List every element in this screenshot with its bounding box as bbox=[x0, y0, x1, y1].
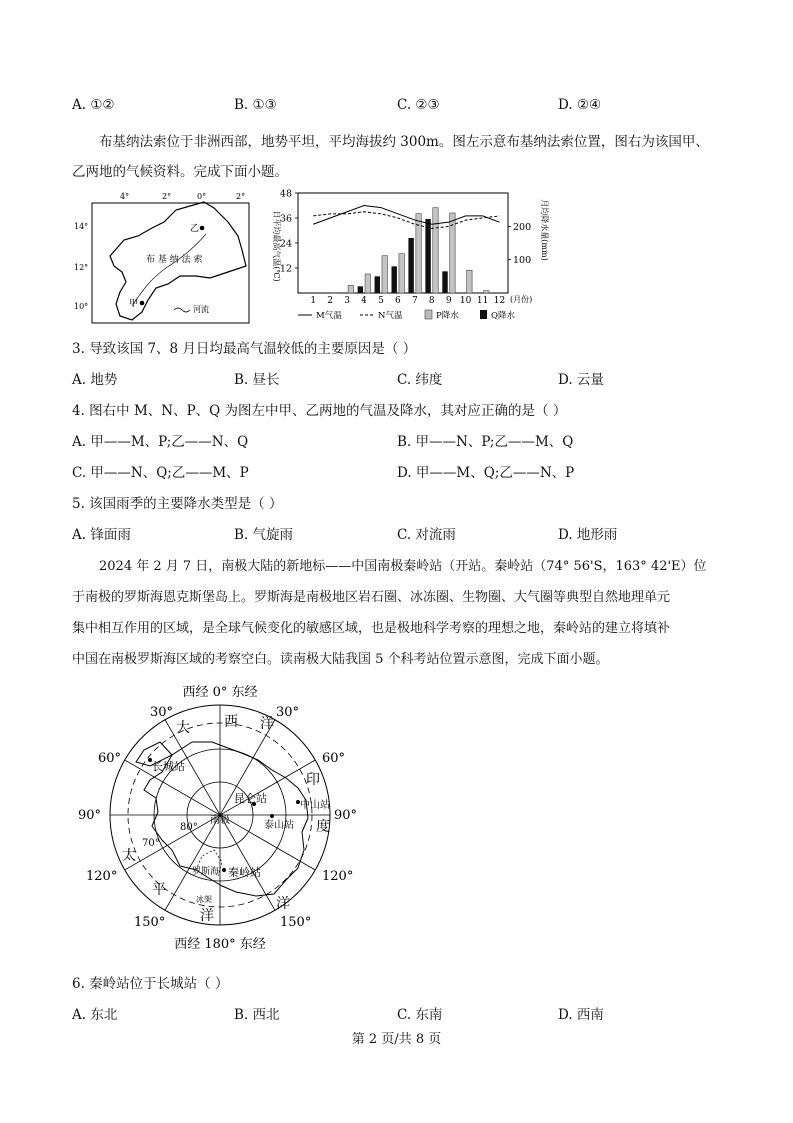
x-axis-label: (月份) bbox=[510, 295, 533, 304]
jia-label: 甲 bbox=[129, 299, 139, 309]
x-tick-label: 3 bbox=[344, 296, 350, 306]
qinling-station-marker bbox=[222, 868, 226, 872]
bar-q bbox=[425, 219, 430, 293]
q3-option-a: A. 地势 bbox=[72, 372, 118, 388]
x-tick-label: 4 bbox=[361, 296, 367, 306]
bar-p bbox=[484, 291, 489, 293]
zhongshan-station-label: 中山站 bbox=[300, 800, 330, 811]
lat-label: 12° bbox=[74, 263, 89, 272]
lon-30-west: 30° bbox=[150, 705, 174, 720]
ice-shelf-label: 冰架 bbox=[196, 895, 212, 904]
legend-q: Q降水 bbox=[491, 311, 515, 321]
lat-80-label: 80° bbox=[180, 822, 198, 833]
bar-p bbox=[399, 254, 404, 293]
bar-p bbox=[382, 256, 387, 293]
x-tick-label: 6 bbox=[395, 296, 401, 306]
qinling-station-label: 秦岭站 bbox=[228, 866, 261, 879]
x-tick-label: 10 bbox=[459, 296, 472, 306]
lat-label: 10° bbox=[74, 302, 89, 311]
x-tick-label: 9 bbox=[445, 296, 452, 306]
ross-sea-label: 罗斯海 bbox=[192, 867, 220, 877]
q6-stem: 6. 秦岭站位于长城站（ ） bbox=[72, 976, 229, 992]
q6-option-a: A. 东北 bbox=[72, 1007, 118, 1023]
lon-60-east: 60° bbox=[322, 751, 346, 766]
y-left-tick-label: 48 bbox=[279, 188, 292, 200]
x-tick-label: 5 bbox=[378, 296, 384, 306]
lon-30-east: 30° bbox=[276, 705, 300, 720]
q3-option-d: D. 云量 bbox=[558, 372, 604, 388]
antarctica-map bbox=[72, 680, 382, 955]
taishan-station-label: 泰山站 bbox=[264, 820, 294, 831]
q4-option-b: B. 甲——N、P;乙——M、Q bbox=[397, 434, 574, 450]
lon-120-west: 120° bbox=[86, 869, 118, 884]
yi-marker bbox=[200, 226, 205, 231]
lon-120-east: 120° bbox=[322, 869, 354, 884]
q4-option-a: A. 甲——M、P;乙——N、Q bbox=[72, 434, 249, 450]
ocean-char: 洋 bbox=[200, 908, 214, 924]
climate-chart bbox=[262, 188, 552, 328]
q6-option-b: B. 西北 bbox=[234, 1007, 280, 1023]
top-meridian-label: 西经 0° 东经 bbox=[182, 685, 258, 700]
q3-stem: 3. 导致该国 7、8 月日均最高气温较低的主要原因是（ ） bbox=[72, 341, 417, 357]
legend-p: P降水 bbox=[436, 311, 459, 321]
kunlun-station-label: 昆仑站 bbox=[234, 792, 267, 805]
lon-label: 4° bbox=[120, 192, 130, 201]
line-m bbox=[313, 206, 499, 225]
intro2-line3: 集中相互作用的区域，是全球气候变化的敏感区域，也是极地科学考察的理想之地，秦岭站的建立将填补 bbox=[72, 621, 671, 636]
q4-option-d: D. 甲——M、Q;乙——N、P bbox=[397, 465, 575, 481]
lon-150-west: 150° bbox=[134, 915, 166, 930]
ocean-char: 洋 bbox=[260, 716, 274, 732]
ocean-char: 大 bbox=[176, 720, 190, 736]
ocean-char: 太 bbox=[122, 848, 136, 864]
lon-90-east: 90° bbox=[334, 808, 358, 823]
bar-p bbox=[467, 270, 472, 293]
lon-90-west: 90° bbox=[78, 808, 102, 823]
bar-q bbox=[375, 276, 380, 293]
ocean-char: 西 bbox=[224, 714, 238, 730]
x-tick-label: 7 bbox=[411, 296, 418, 306]
lon-150-east: 150° bbox=[280, 915, 312, 930]
intro1-line1: 布基纳法索位于非洲西部，地势平坦，平均海拔约 300m。图左示意布基纳法索位置，图右为该国甲、 bbox=[99, 134, 709, 150]
intro2-line1: 2024 年 2 月 7 日，南极大陆的新地标——中国南极秦岭站（开站。秦岭站（74° 56'S，163° 42'E）位 bbox=[99, 559, 707, 574]
x-tick-label: 8 bbox=[428, 296, 435, 306]
x-tick-label: 12 bbox=[493, 296, 506, 306]
y-left-tick-label: 36 bbox=[279, 213, 292, 225]
bar-p bbox=[365, 274, 370, 293]
south-pole-label: 南极 bbox=[210, 815, 230, 826]
q6-option-c: C. 东南 bbox=[397, 1007, 443, 1023]
legend-p-swatch bbox=[425, 310, 432, 319]
country-label: 布 基 纳 法 索 bbox=[146, 255, 203, 265]
lon-label: 2° bbox=[162, 192, 172, 201]
q6-option-d: D. 西南 bbox=[558, 1007, 604, 1023]
y-right-axis-label: 月均降水量(mm) bbox=[540, 199, 549, 261]
y-left-tick-label: 12 bbox=[279, 263, 292, 275]
x-tick-label: 2 bbox=[327, 296, 334, 306]
q5-option-b: B. 气旋雨 bbox=[234, 527, 294, 543]
changcheng-station-label: 长城站 bbox=[152, 760, 185, 773]
bar-p bbox=[348, 285, 353, 293]
q5-option-d: D. 地形雨 bbox=[558, 527, 618, 543]
bar-q bbox=[442, 271, 447, 293]
bar-q bbox=[358, 286, 363, 293]
q2-option-d: D. ②④ bbox=[558, 97, 602, 113]
legend-n: N气温 bbox=[378, 311, 403, 321]
river-legend-symbol bbox=[174, 308, 190, 312]
legend-q-swatch bbox=[480, 310, 487, 319]
yi-label: 乙 bbox=[190, 224, 200, 234]
taishan-station-marker bbox=[270, 814, 274, 818]
y-right-tick-label: 100 bbox=[513, 255, 532, 267]
ocean-char: 度 bbox=[316, 819, 330, 835]
y-right-tick-label: 200 bbox=[513, 221, 532, 233]
q3-option-c: C. 纬度 bbox=[397, 372, 443, 388]
lon-label: 0° bbox=[197, 192, 207, 201]
q2-option-c: C. ②③ bbox=[397, 97, 440, 113]
bar-q bbox=[408, 238, 413, 293]
intro2-line2: 于南极的罗斯海恩克斯堡岛上。罗斯海是南极地区岩石圈、冰冻圈、生物圈、大气圈等典型自然地理单元 bbox=[72, 590, 671, 605]
bar-q bbox=[392, 266, 397, 293]
jia-marker bbox=[140, 301, 145, 306]
q2-option-b: B. ①③ bbox=[234, 97, 277, 113]
q5-option-a: A. 锋面雨 bbox=[72, 527, 131, 543]
ocean-char: 洋 bbox=[276, 896, 290, 912]
lon-label: 2° bbox=[236, 192, 246, 201]
page-footer: 第 2 页/共 8 页 bbox=[351, 1032, 442, 1047]
ocean-char: 印 bbox=[306, 772, 320, 788]
lon-60-west: 60° bbox=[98, 751, 122, 766]
lat-70-label: 70° bbox=[142, 838, 160, 849]
river bbox=[132, 234, 206, 306]
river-legend-label: 河流 bbox=[193, 305, 209, 314]
legend-m: M气温 bbox=[316, 311, 342, 321]
intro2-line4: 中国在南极罗斯海区域的考察空白。读南极大陆我国 5 个科考站位置示意图，完成下面小题。 bbox=[72, 652, 609, 667]
q4-stem: 4. 图右中 M、N、P、Q 为图左中甲、乙两地的气温及降水，其对应正确的是（ ） bbox=[72, 403, 567, 419]
burkina-faso-map bbox=[72, 188, 257, 328]
q5-option-c: C. 对流雨 bbox=[397, 527, 456, 543]
q5-stem: 5. 该国雨季的主要降水类型是（ ） bbox=[72, 496, 283, 512]
x-tick-label: 11 bbox=[476, 296, 489, 306]
bar-p bbox=[433, 208, 438, 293]
intro1-line2: 乙两地的气候资料。完成下面小题。 bbox=[72, 164, 288, 180]
q2-option-a: A. ①② bbox=[72, 97, 115, 113]
x-tick-label: 1 bbox=[310, 296, 317, 306]
q3-option-b: B. 昼长 bbox=[234, 372, 280, 388]
y-left-axis-label: 日平均最高气温(℃) bbox=[272, 210, 281, 282]
bottom-meridian-label: 西经 180° 东经 bbox=[174, 937, 266, 952]
y-left-tick-label: 24 bbox=[279, 238, 292, 250]
lat-label: 14° bbox=[74, 222, 89, 231]
q4-option-c: C. 甲——N、Q;乙——M、P bbox=[72, 465, 249, 481]
ocean-char: 平 bbox=[152, 882, 166, 898]
